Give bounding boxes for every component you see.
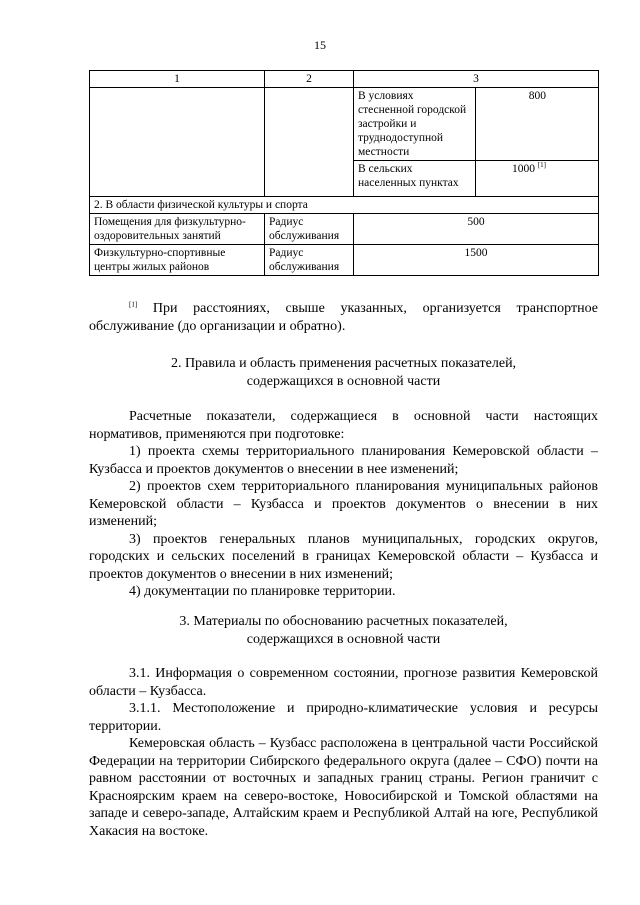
section-3-title-line1: 3. Материалы по обоснованию расчетных показателей,	[179, 614, 508, 629]
section-2-title-line1: 2. Правила и область применения расчетных показателей,	[170, 356, 517, 371]
condition-cell: В условиях стесненной городской застройки и труднодоступной местности	[354, 88, 476, 161]
indicator-cell: Радиус обслуживания	[265, 245, 354, 276]
table-header-row	[90, 71, 599, 88]
paragraph: 4) документации по планировке территории.	[129, 584, 396, 599]
footnote	[89, 300, 598, 335]
value-cell	[476, 161, 599, 197]
section-2-body	[89, 408, 598, 601]
footnote-body: При расстояниях, свыше указанных, организуется транспортное обслуживание (до организации и обратно).	[89, 301, 598, 334]
paragraph: Кемеровская область – Кузбасс расположена в центральной части Российской Федерации на территории Сибирского федерального округа (далее – СФО) почти на равном расстоянии от восточных и западных границ страны. Регион граничит с Красноярским краем на северо-востоке, Новосибирской и Томской областями на западе и северо-западе, Алтайским краем и Республикой Алтай на юге, Республикой Хакасия на востоке.	[89, 736, 598, 839]
condition-cell: В сельских населенных пунктах	[354, 161, 476, 197]
paragraph: 1) проекта схемы территориального планирования Кемеровской области – Кузбасса и проектов документов о внесении в нее изменений;	[89, 444, 598, 477]
section-2	[89, 355, 598, 390]
header-col-3: 3	[354, 71, 599, 88]
indicator-cell: Радиус обслуживания	[265, 214, 354, 245]
empty-cell	[265, 88, 354, 197]
footnote-mark: [1]	[129, 300, 138, 309]
header-col-2: 2	[265, 71, 354, 88]
norms-table	[89, 70, 599, 276]
table-row	[90, 214, 599, 245]
paragraph: 3.1. Информация о современном состоянии, прогнозе развития Кемеровской области – Кузбасса.	[89, 666, 598, 699]
section-3	[89, 613, 598, 648]
section-3-title-line2: содержащихся в основной части	[246, 631, 441, 647]
section-3-body	[89, 665, 598, 840]
value-cell: 800	[476, 88, 599, 161]
paragraph: 2) проектов схем территориального планирования муниципальных районов Кемеровской области – Кузбасса и проектов документов о внесении в них изменений;	[89, 479, 598, 529]
empty-cell	[90, 88, 265, 197]
value-text: 1000	[511, 163, 535, 175]
value-cell: 1500	[354, 245, 599, 276]
table-row	[90, 245, 599, 276]
footnote-text	[89, 300, 598, 335]
paragraph: 3) проектов генеральных планов муниципальных, городских округов, городских и сельских поселений в границах Кемеровской области – Кузбасса и проектов документов о внесении в них изменений;	[89, 531, 598, 582]
paragraph: 3.1.1. Местоположение и природно-климатические условия и ресурсы территории.	[89, 701, 598, 734]
value-cell: 500	[354, 214, 599, 245]
section-2-title-line2: содержащихся в основной части	[246, 373, 441, 389]
header-col-1: 1	[90, 71, 265, 88]
page-number: 15	[314, 38, 326, 52]
footnote-ref: [1]	[537, 161, 546, 170]
facility-cell: Помещения для физкультурно-оздоровительных занятий	[90, 214, 265, 245]
table-section-title: 2. В области физической культуры и спорта	[90, 197, 599, 214]
table-row	[90, 88, 599, 161]
facility-cell: Физкультурно-спортивные центры жилых районов	[90, 245, 265, 276]
table-section-row	[90, 197, 599, 214]
paragraph: Расчетные показатели, содержащиеся в основной части настоящих нормативов, применяются при подготовке:	[89, 409, 598, 442]
